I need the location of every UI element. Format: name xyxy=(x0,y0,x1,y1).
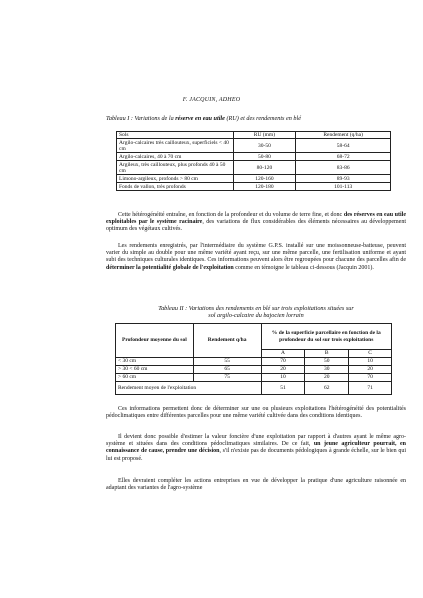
paragraph-1: Cette hétérogénéité entraîne, en fonction de la profondeur et du volume de terre fine, et donc des réserves en eau utile exploitables par le système racinaire, des variations de flux considérables des éléments nécessaires au développement optimum des végétaux cultivés. xyxy=(106,212,406,233)
table-cell: Rendement moyen de l'exploitation xyxy=(116,382,262,395)
header-cell: Profondeur moyenne du sol xyxy=(116,324,194,358)
table-cell: 83-86 xyxy=(296,161,391,175)
paragraph-3: Ces informations permettent donc de déterminer sur une ou plusieurs exploitations l'hétérogénéité des potentialités pédoclimatiques entre différentes parcelles pour une même variété cultivée dans des conditions identiques. xyxy=(106,406,406,420)
table-cell: 89-93 xyxy=(296,175,391,183)
table-cell: 71 xyxy=(349,382,392,395)
table-cell: Argileux, très caillouteux, plus profonds 40 à 50 cm xyxy=(117,161,234,175)
subheader-cell: C xyxy=(349,350,392,358)
table-cell: Fonds de vallon, très profonds xyxy=(117,183,234,191)
header-cell: Rendement (q/ha) xyxy=(296,132,391,139)
table-yield-variation xyxy=(115,323,392,395)
table-cell: 10 xyxy=(261,374,305,382)
table-cell: Limono-argileux, profonds > 80 cm xyxy=(117,175,234,183)
table-cell: 58-64 xyxy=(296,139,391,153)
paragraph-5: Elles devraient compléter les actions entreprises en vue de développer la pratique d'une agriculture raisonnée en adaptant des variantes de l'agro-système xyxy=(106,478,406,492)
header-cell: % de la superficie parcellaire en fonction de la profondeur du sol sur trois exploitations xyxy=(261,324,391,350)
table-cell: 51 xyxy=(261,382,305,395)
table-cell: Argilo-calcaires, 40 à 70 cm xyxy=(117,153,234,161)
paragraph-4: Il devient donc possible d'estimer la valeur foncière d'une exploitation par rapport à d'autres ayant le même agro-système et situées dans des conditions pédoclimatiques similaires. De ce fait, un jeune agriculteur pourrait, en connaissance de cause, prendre une décision, s'il n'existe pas de documents pédologiques à grande échelle, sur le bien qui lui est proposé. xyxy=(106,434,406,462)
table-cell: 20 xyxy=(261,366,305,374)
table-row xyxy=(116,358,392,366)
table-row xyxy=(117,153,391,161)
table-cell: 68-72 xyxy=(296,153,391,161)
table-cell: 70 xyxy=(349,374,392,382)
table-cell: 20 xyxy=(305,374,349,382)
table-cell: 101-113 xyxy=(296,183,391,191)
table-row xyxy=(117,161,391,175)
paragraph-2: Les rendements enregistrés, par l'intermédiaire du système G.P.S. installé sur une moissonneuse-batteuse, peuvent varier du simple au double pour une même variété ayant reçu, sur une même parcelle, une fertilisation uniforme et ayant subi des techniques culturales identiques. Ces informations peuvent alors être regroupées pour chacune des parcelles afin de déterminer la potentialité globale de l'exploitation comme en témoigne le tableau ci-dessous (Jacquin 2001). xyxy=(106,243,406,271)
table-cell: 10 xyxy=(349,358,392,366)
table-row xyxy=(117,139,391,153)
table-cell: 70 xyxy=(261,358,305,366)
table-cell: > 30 < 60 cm xyxy=(116,366,194,374)
table-cell: 30-50 xyxy=(233,139,296,153)
subheader-cell: B xyxy=(305,350,349,358)
header-cell: Rendement q/ha xyxy=(193,324,261,358)
header-cell: Sols xyxy=(117,132,234,139)
table-cell: Argilo-calcaires très caillouteux, superficiels < 40 cm xyxy=(117,139,234,153)
subheader-cell: A xyxy=(261,350,305,358)
table-header-row xyxy=(117,132,391,139)
running-head: F. JACQUIN, ADHEO xyxy=(182,97,241,103)
table1-caption: Tableau I : Variations de la réserve en eau utile (RU) et des rendements en blé xyxy=(106,115,301,122)
table-water-reserve xyxy=(116,131,391,191)
table-cell: 30 xyxy=(305,366,349,374)
table-cell: 80-120 xyxy=(233,161,296,175)
table-row xyxy=(117,183,391,191)
table-cell: 75 xyxy=(193,374,261,382)
table-cell: 50-80 xyxy=(233,153,296,161)
header-cell: RU (mm) xyxy=(233,132,296,139)
table-row xyxy=(116,374,392,382)
table-header-row xyxy=(116,324,392,350)
table-row xyxy=(116,366,392,374)
table-cell: 20 xyxy=(349,366,392,374)
table-cell: 62 xyxy=(305,382,349,395)
table-cell: 65 xyxy=(193,366,261,374)
table-row xyxy=(117,175,391,183)
table-cell: 120-180 xyxy=(233,183,296,191)
table-cell: 50 xyxy=(305,358,349,366)
table-cell: 120-160 xyxy=(233,175,296,183)
table-cell: > 60 cm xyxy=(116,374,194,382)
table-cell: < 30 cm xyxy=(116,358,194,366)
table-cell: 55 xyxy=(193,358,261,366)
table-row-mean xyxy=(116,382,392,395)
table2-caption: Tableau II : Variations des rendements en blé sur trois exploitations situées sur sol argilo-calcaire du bajocien lorrain xyxy=(158,305,354,320)
